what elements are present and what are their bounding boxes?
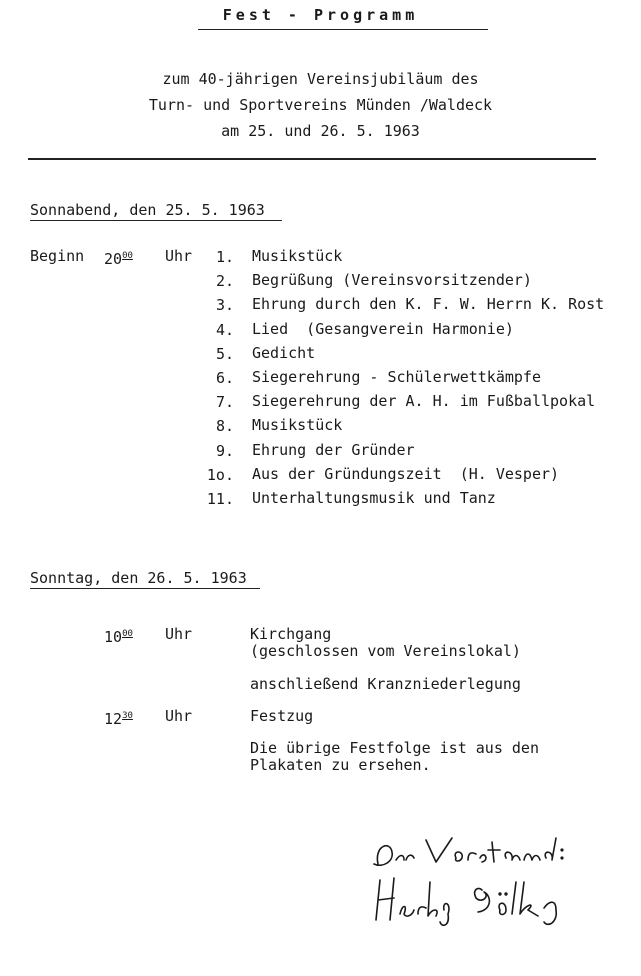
sunday-entry-hour: 12 — [104, 710, 123, 728]
begin-minutes: 00 — [122, 251, 133, 261]
begin-uhr: Uhr — [165, 247, 193, 265]
begin-hour: 20 — [104, 250, 123, 268]
saturday-item-text: Siegerehrung der A. H. im Fußballpokal — [252, 392, 596, 410]
header-line-3: am 25. und 26. 5. 1963 — [221, 122, 420, 140]
handwritten-signature — [360, 830, 580, 930]
saturday-item-text: Gedicht — [252, 344, 316, 362]
sunday-entry-time — [104, 626, 133, 646]
saturday-item-number: 3. — [215, 296, 234, 314]
document-title: Fest - Programm — [222, 6, 419, 24]
saturday-item-text: Musikstück — [252, 247, 343, 265]
saturday-item-number: 1o. — [206, 466, 234, 484]
sunday-entry-line: Plakaten zu ersehen. — [250, 756, 431, 774]
saturday-item-number: 6. — [215, 369, 234, 387]
sunday-entry-minutes: 30 — [122, 711, 133, 721]
sunday-entry-line: Festzug — [250, 707, 314, 725]
title-underline — [198, 29, 488, 30]
sunday-entry-line: (geschlossen vom Vereinslokal) — [250, 642, 521, 660]
begin-time — [104, 248, 133, 268]
saturday-item-number: 7. — [215, 393, 234, 411]
sunday-heading-underline — [30, 588, 260, 589]
saturday-item-text: Ehrung durch den K. F. W. Herrn K. Rost — [252, 295, 605, 313]
header-line-1: zum 40-jährigen Vereinsjubiläum des — [162, 70, 479, 88]
separator-rule — [28, 158, 596, 160]
sunday-entry-line: Kirchgang — [250, 625, 332, 643]
saturday-item-number: 2. — [215, 272, 234, 290]
header-line-2: Turn- und Sportvereins Münden /Waldeck — [148, 96, 493, 114]
sunday-entry-line: Die übrige Festfolge ist aus den — [250, 739, 539, 757]
saturday-item-text: Begrüßung (Vereinsvorsitzender) — [252, 271, 532, 289]
sunday-entry-uhr: Uhr — [165, 707, 193, 725]
saturday-heading-underline — [30, 220, 282, 221]
saturday-item-number: 5. — [215, 345, 234, 363]
begin-label: Beginn — [30, 247, 85, 265]
saturday-item-number: 8. — [215, 417, 234, 435]
sunday-entry-time — [104, 708, 133, 728]
saturday-item-number: 11. — [206, 490, 234, 508]
sunday-entry-minutes: 00 — [122, 629, 133, 639]
saturday-item-number: 9. — [215, 442, 234, 460]
saturday-item-number: 1. — [215, 248, 234, 266]
sunday-heading: Sonntag, den 26. 5. 1963 — [30, 569, 247, 587]
saturday-item-text: Aus der Gründungszeit (H. Vesper) — [252, 465, 560, 483]
sunday-entry-line: anschließend Kranzniederlegung — [250, 675, 521, 693]
saturday-item-text: Siegerehrung - Schülerwettkämpfe — [252, 368, 541, 386]
saturday-item-text: Musikstück — [252, 416, 343, 434]
saturday-item-text: Unterhaltungsmusik und Tanz — [252, 489, 496, 507]
saturday-heading: Sonnabend, den 25. 5. 1963 — [30, 201, 265, 219]
saturday-item-text: Ehrung der Gründer — [252, 441, 415, 459]
sunday-entry-uhr: Uhr — [165, 625, 193, 643]
sunday-entry-hour: 10 — [104, 628, 123, 646]
saturday-item-number: 4. — [215, 321, 234, 339]
saturday-item-text: Lied (Gesangverein Harmonie) — [252, 320, 514, 338]
